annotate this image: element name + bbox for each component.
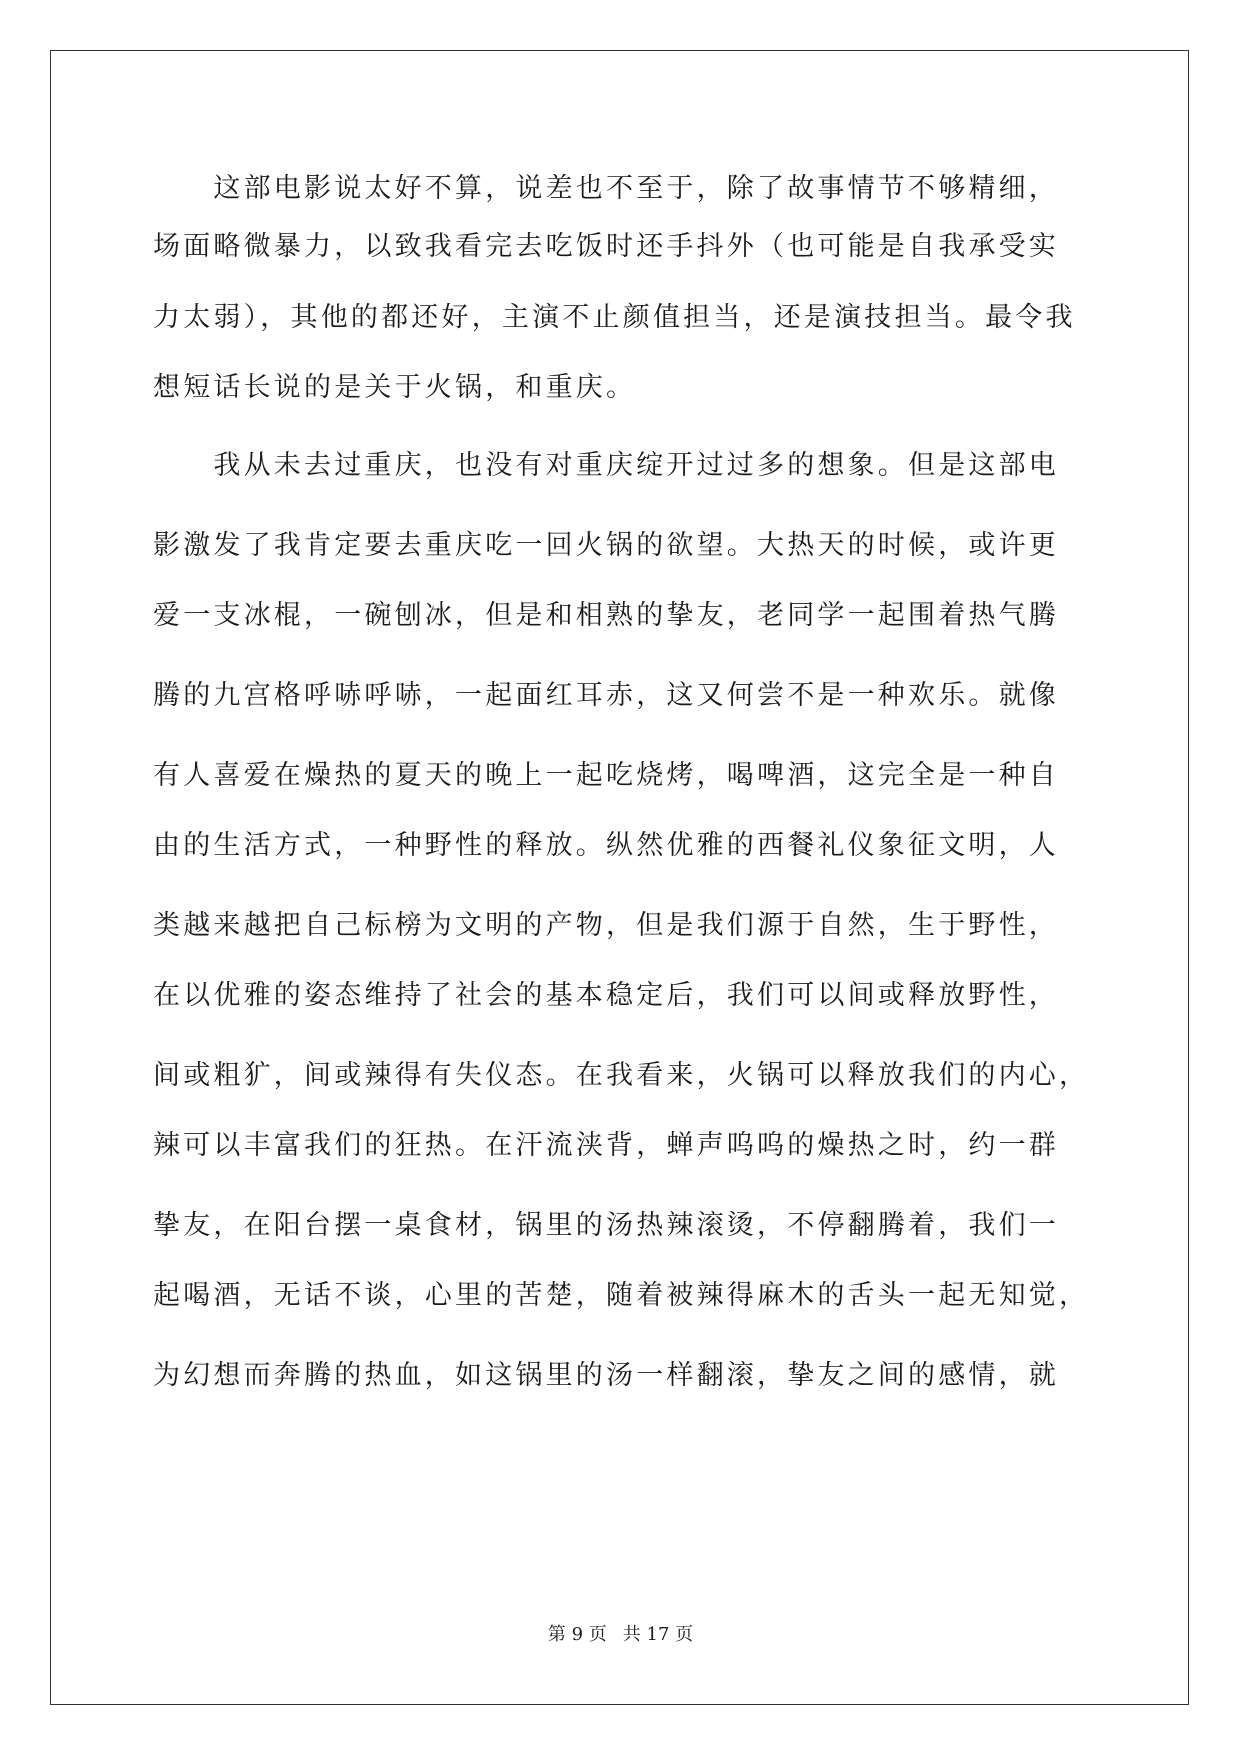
text-line: 力太弱），其他的都还好，主演不止颜值担当，还是演技担当。最令我	[153, 302, 1076, 333]
text-line: 想短话长说的是关于火锅，和重庆。	[153, 372, 637, 403]
text-line: 在以优雅的姿态维持了社会的基本稳定后，我们可以间或释放野性，	[153, 980, 1059, 1011]
text-line: 起喝酒，无话不谈，心里的苦楚，随着被辣得麻木的舌头一起无知觉，	[153, 1280, 1090, 1311]
page-border	[50, 50, 1189, 1705]
text-line: 我从未去过重庆，也没有对重庆绽开过过多的想象。但是这部电	[153, 450, 1059, 481]
page-total: 共 17 页	[622, 1624, 694, 1645]
text-line: 场面略微暴力，以致我看完去吃饭时还手抖外（也可能是自我承受实	[153, 231, 1059, 262]
text-line: 由的生活方式，一种野性的释放。纵然优雅的西餐礼仪象征文明，人	[153, 830, 1059, 861]
page-footer	[0, 1620, 1241, 1646]
text-line: 有人喜爱在燥热的夏天的晚上一起吃烧烤，喝啤酒，这完全是一种自	[153, 760, 1059, 791]
text-line: 辣可以丰富我们的狂热。在汗流浃背，蝉声呜呜的燥热之时，约一群	[153, 1130, 1059, 1161]
text-line: 挚友，在阳台摆一桌食材，锅里的汤热辣滚烫，不停翻腾着，我们一	[153, 1210, 1059, 1241]
text-line: 影激发了我肯定要去重庆吃一回火锅的欲望。大热天的时候，或许更	[153, 530, 1059, 561]
text-line: 爱一支冰棍，一碗刨冰，但是和相熟的挚友，老同学一起围着热气腾	[153, 600, 1059, 631]
text-line: 为幻想而奔腾的热血，如这锅里的汤一样翻滚，挚友之间的感情，就	[153, 1360, 1059, 1391]
text-line: 腾的九宫格呼哧呼哧，一起面红耳赤，这又何尝不是一种欢乐。就像	[153, 680, 1059, 711]
text-line: 这部电影说太好不算，说差也不至于，除了故事情节不够精细，	[153, 173, 1059, 204]
page-number: 第 9 页	[547, 1624, 607, 1645]
text-line: 间或粗犷，间或辣得有失仪态。在我看来，火锅可以释放我们的内心，	[153, 1060, 1090, 1091]
text-line: 类越来越把自己标榜为文明的产物，但是我们源于自然，生于野性，	[153, 910, 1059, 941]
